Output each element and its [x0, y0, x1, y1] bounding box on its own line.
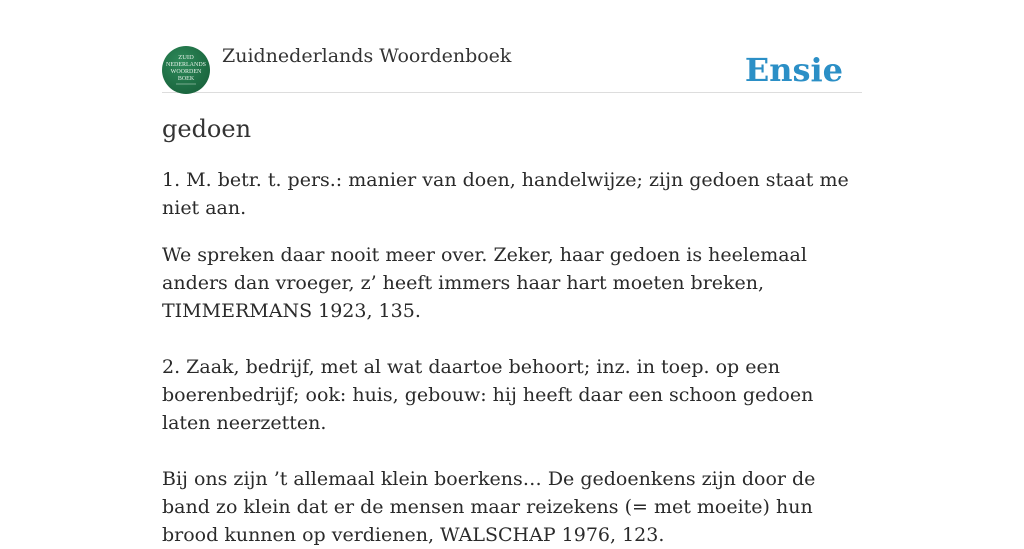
logo-text-line-2: NEDERLANDS	[166, 62, 206, 68]
headword: gedoen	[162, 115, 252, 143]
logo-text-line-4: BOEK	[177, 76, 195, 82]
entry-card	[162, 40, 862, 549]
book-logo-icon	[162, 46, 210, 94]
citation-1: We spreken daar nooit meer over. Zeker, haar gedoen is heelemaal anders dan vroeger, z’ heeft immers haar hart moeten breken, TIMMERMANS 1923, 135.	[162, 244, 807, 322]
logo-text-line-1: ZUID	[178, 54, 194, 61]
header	[162, 40, 862, 93]
dictionary-logo[interactable]	[162, 46, 210, 94]
definition-2: 2. Zaak, bedrijf, met al wat daartoe behoort; inz. in toep. op een boerenbedrijf; ook: huis, gebouw: hij heeft daar een schoon gedoen laten neerzetten.	[162, 356, 814, 434]
source-title[interactable]: Zuidnederlands Woordenboek	[222, 45, 512, 67]
logo-text-line-3: WOORDEN	[170, 69, 202, 75]
brand-logo[interactable]: Ensie	[744, 51, 843, 89]
citation-2: Bij ons zijn ’t allemaal klein boerkens… De gedoenkens zijn door de band zo klein dat er de mensen maar reizekens (= met moeite) hun brood kunnen op verdienen, WALSCHAP 1976, 123.	[162, 468, 816, 546]
definition-1: 1. M. betr. t. pers.: manier van doen, handelwijze; zijn gedoen staat me niet aan.	[162, 169, 849, 219]
